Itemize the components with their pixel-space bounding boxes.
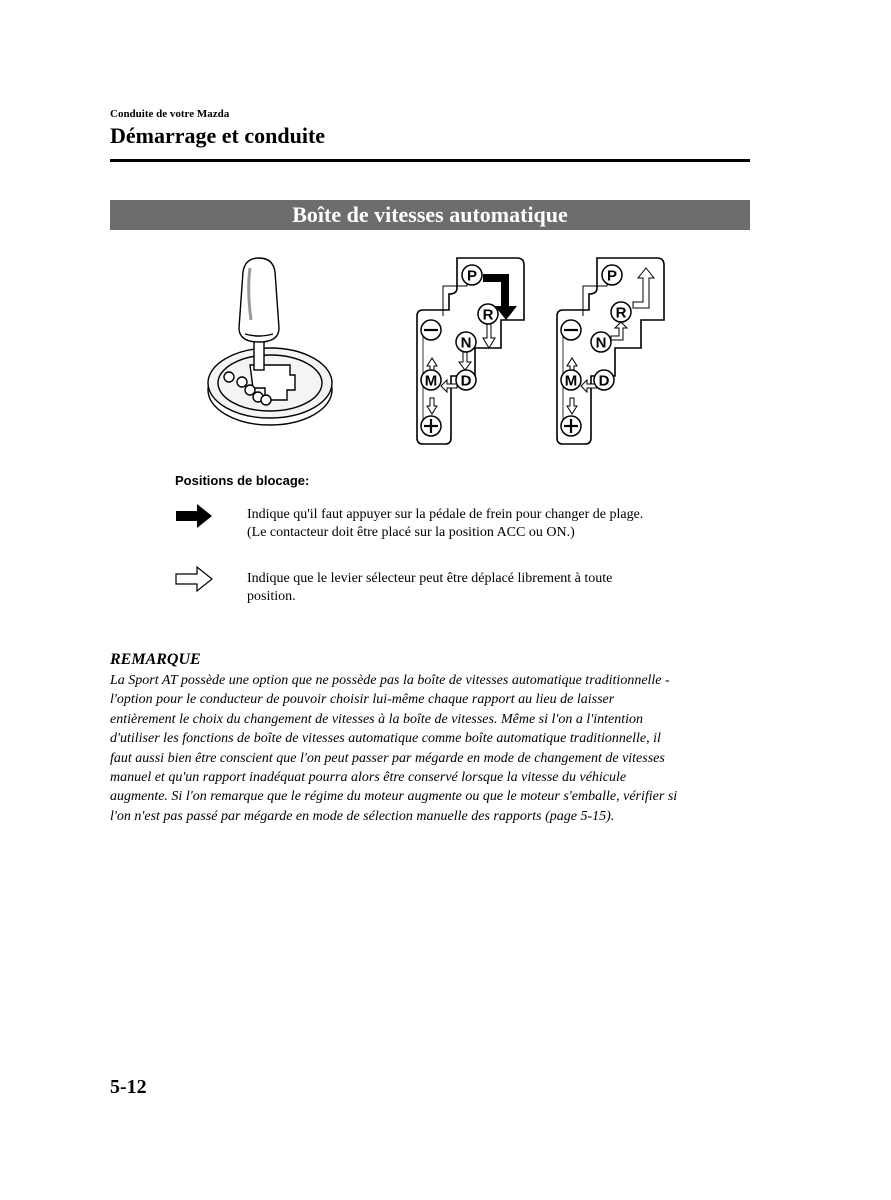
gate-1-d-label: D bbox=[460, 372, 472, 390]
note-line: La Sport AT possède une option que ne possède pas la boîte de vitesses automatique traditionnelle - bbox=[110, 673, 670, 688]
section-banner: Boîte de vitesses automatique bbox=[110, 200, 750, 230]
gate-1-m-label: M bbox=[424, 372, 438, 390]
note-line: l'option pour le conducteur de pouvoir choisir lui-même chaque rapport au lieu de laisser bbox=[110, 692, 615, 708]
legend-line: Indique qu'il faut appuyer sur la pédale de frein pour changer de plage. bbox=[247, 507, 644, 522]
solid-arrow-icon bbox=[175, 503, 213, 529]
legend-item-outline-arrow bbox=[247, 570, 707, 606]
shift-lever-illustration bbox=[208, 258, 332, 425]
legend-heading: Positions de blocage: bbox=[175, 473, 310, 488]
legend-line: Indique que le levier sélecteur peut être déplacé librement à toute bbox=[247, 571, 613, 586]
header-rule bbox=[110, 159, 750, 162]
note-line: d'utiliser les fonctions de boîte de vitesses automatique comme boîte automatique traditionnelle, il bbox=[110, 731, 661, 747]
gate-2-p-label: P bbox=[606, 267, 618, 285]
gate-2-d-label: D bbox=[598, 372, 610, 390]
shift-lever-figure bbox=[195, 250, 675, 450]
gate-2-n-label: N bbox=[595, 334, 607, 352]
note-line: faut aussi bien être conscient que l'on peut passer par mégarde en mode de changement de vitesses bbox=[110, 750, 665, 766]
legend-item-solid-arrow bbox=[247, 506, 707, 542]
note-line: augmente. Si l'on remarque que le régime du moteur augmente ou que le moteur s'emballe, vérifier si bbox=[110, 789, 678, 805]
legend-line: position. bbox=[247, 589, 296, 604]
gate-1-p-label: P bbox=[466, 267, 478, 285]
note-heading: REMARQUE bbox=[110, 651, 201, 668]
chapter-title: Conduite de votre Mazda bbox=[110, 108, 230, 120]
note-line: manuel et qu'un rapport inadéquat pourra alors être conservé lorsque la vitesse du véhicule bbox=[110, 770, 627, 786]
gate-1-r-label: R bbox=[482, 306, 494, 324]
section-title: Démarrage et conduite bbox=[110, 123, 326, 148]
gate-2-m-label: M bbox=[564, 372, 578, 390]
note-line: entièrement le choix du changement de vitesses à la boîte de vitesses. Même si l'on a l'intention bbox=[110, 711, 644, 727]
gate-2-r-label: R bbox=[615, 304, 627, 322]
outline-arrow-icon bbox=[175, 566, 213, 592]
note-line: l'on n'est pas passé par mégarde en mode de sélection manuelle des rapports (page 5-15). bbox=[110, 808, 615, 824]
note-body bbox=[110, 671, 752, 826]
shift-gate-2 bbox=[557, 258, 664, 444]
legend-line: (Le contacteur doit être placé sur la position ACC ou ON.) bbox=[247, 525, 575, 540]
page-number: 5-12 bbox=[110, 1076, 147, 1098]
shift-gate-1 bbox=[417, 258, 524, 444]
gate-1-n-label: N bbox=[460, 334, 472, 352]
